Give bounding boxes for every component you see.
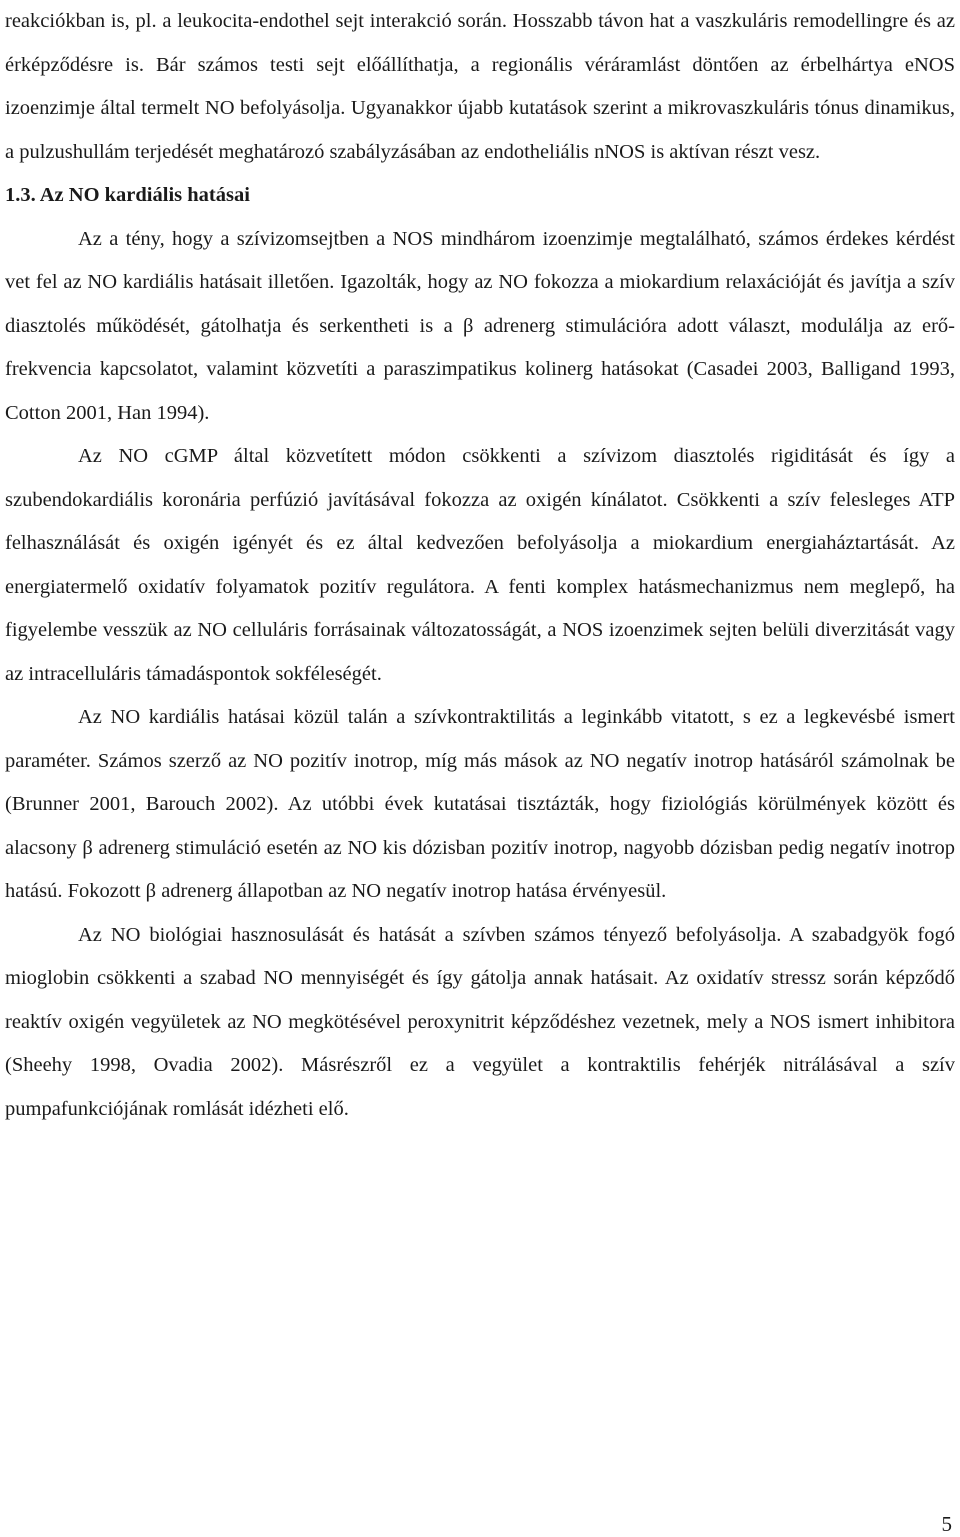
document-page — [5, 0, 955, 1131]
paragraph-continued: reakciókban is, pl. a leukocita-endothel sejt interakció során. Hosszabb távon hat a vaszkuláris remodellingre és az érképződésre is. Bár számos testi sejt előállíthatja, a regionális véráramlást döntően az érbelhártya eNOS izoenzimje által termelt NO befolyásolja. Ugyanakkor újabb kutatások szerint a mikrovaszkuláris tónus dinamikus, a pulzushullám terjedését meghatározó szabályzásában az endotheliális nNOS is aktívan részt vesz. — [5, 10, 955, 163]
paragraph-1: Az a tény, hogy a szívizomsejtben a NOS mindhárom izoenzimje megtalálható, számos érdekes kérdést vet fel az NO kardiális hatásait illetően. Igazolták, hogy az NO fokozza a miokardium relaxációját és javítja a szív diasztolés működését, gátolhatja és serkentheti is a β adrenerg stimulációra adott választ, modulálja az erő-frekvencia kapcsolatot, valamint közvetíti a paraszimpatikus kolinerg hatásokat (Casadei 2003, Balligand 1993, Cotton 2001, Han 1994). — [5, 227, 955, 424]
page-number: 5 — [941, 1512, 952, 1536]
paragraph-2: Az NO cGMP által közvetített módon csökkenti a szívizom diasztolés rigiditását és így a szubendokardiális koronária perfúzió javításával fokozza az oxigén kínálatot. Csökkenti a szív felesleges ATP felhasználását és oxigén igényét és ez által kedvezően befolyásolja a miokardium energiaháztartását. Az energiatermelő oxidatív folyamatok pozitív regulátora. A fenti komplex hatásmechanizmus nem meglepő, ha figyelembe vesszük az NO celluláris forrásainak változatosságát, a NOS izoenzimek sejten belüli diverzitását vagy az intracelluláris támadáspontok sokféleségét. — [5, 445, 955, 685]
paragraph-4: Az NO biológiai hasznosulását és hatását a szívben számos tényező befolyásolja. A szabadgyök fogó mioglobin csökkenti a szabad NO mennyiségét és így gátolja annak hatásait. Az oxidatív stressz során képződő reaktív oxigén vegyületek az NO megkötésével peroxynitrit képződéshez vezetnek, mely a NOS ismert inhibitora (Sheehy 1998, Ovadia 2002). Másrészről ez a vegyület a kontraktilis fehérjék nitrálásával a szív pumpafunkciójának romlását idézheti elő. — [5, 923, 955, 1120]
paragraph-3: Az NO kardiális hatásai közül talán a szívkontraktilitás a leginkább vitatott, s ez a legkevésbé ismert paraméter. Számos szerző az NO pozitív inotrop, míg más mások az NO negatív inotrop hatásáról számolnak be (Brunner 2001, Barouch 2002). Az utóbbi évek kutatásai tisztázták, hogy fiziológiás körülmények között és alacsony β adrenerg stimuláció esetén az NO kis dózisban pozitív inotrop, nagyobb dózisban pedig negatív inotrop hatású. Fokozott β adrenerg állapotban az NO negatív inotrop hatása érvényesül. — [5, 706, 955, 902]
section-heading: 1.3. Az NO kardiális hatásai — [5, 184, 250, 206]
